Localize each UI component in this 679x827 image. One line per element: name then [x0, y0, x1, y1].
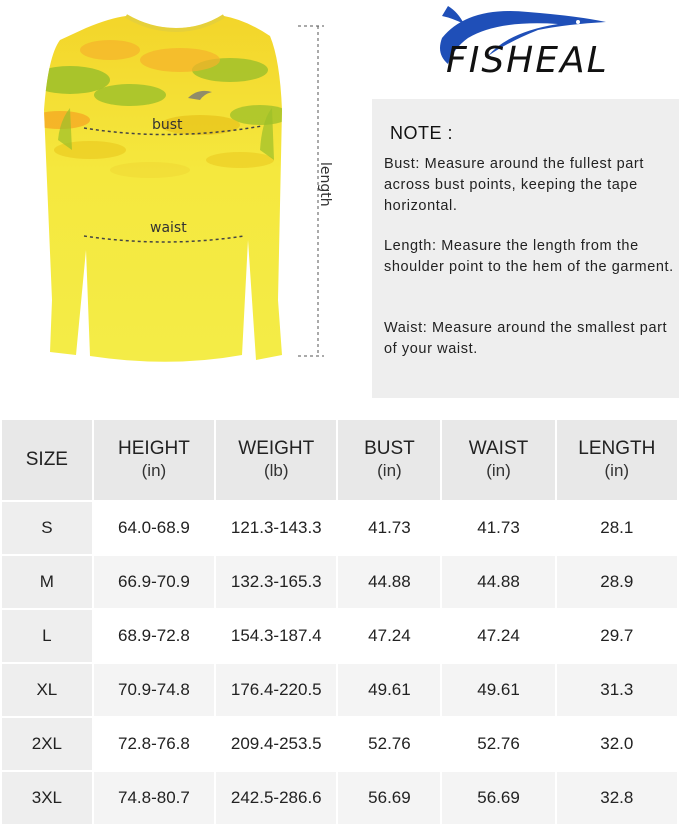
table-row — [2, 772, 677, 824]
note-title: NOTE : — [390, 123, 454, 143]
weight-cell: 154.3-187.4 — [216, 610, 336, 662]
table-row — [2, 610, 677, 662]
shirt-illustration — [0, 0, 360, 400]
note-bust-text: Bust: Measure around the fullest part across bust points, keeping the tape horizontal. — [384, 156, 644, 214]
weight-cell: 242.5-286.6 — [216, 772, 336, 824]
table-row — [2, 502, 677, 554]
header-weight: WEIGHT (lb) — [216, 420, 336, 500]
size-cell: 2XL — [2, 718, 92, 770]
length-cell: 28.1 — [557, 502, 677, 554]
table-row — [2, 556, 677, 608]
height-cell: 72.8-76.8 — [94, 718, 214, 770]
table-row — [2, 664, 677, 716]
size-cell: S — [2, 502, 92, 554]
size-chart-table — [0, 418, 679, 826]
length-cell: 29.7 — [557, 610, 677, 662]
header-bust: BUST (in) — [338, 420, 440, 500]
height-cell: 66.9-70.9 — [94, 556, 214, 608]
waist-cell: 49.61 — [442, 664, 554, 716]
waist-cell: 56.69 — [442, 772, 554, 824]
length-label: length — [317, 162, 333, 207]
note-panel — [372, 99, 679, 398]
bust-cell: 41.73 — [338, 502, 440, 554]
header-waist: WAIST (in) — [442, 420, 554, 500]
note-length-text: Length: Measure the length from the shoulder point to the hem of the garment. — [384, 238, 674, 275]
length-cell: 32.0 — [557, 718, 677, 770]
note-waist-text: Waist: Measure around the smallest part of your waist. — [384, 320, 668, 357]
height-cell: 70.9-74.8 — [94, 664, 214, 716]
size-cell: 3XL — [2, 772, 92, 824]
table-header-row — [2, 420, 677, 500]
bust-cell: 44.88 — [338, 556, 440, 608]
header-size: SIZE — [2, 420, 92, 500]
waist-cell: 44.88 — [442, 556, 554, 608]
header-length: LENGTH (in) — [557, 420, 677, 500]
bust-cell: 47.24 — [338, 610, 440, 662]
height-cell: 74.8-80.7 — [94, 772, 214, 824]
weight-cell: 209.4-253.5 — [216, 718, 336, 770]
waist-label: waist — [150, 220, 187, 236]
header-height: HEIGHT (in) — [94, 420, 214, 500]
height-cell: 68.9-72.8 — [94, 610, 214, 662]
bust-cell: 49.61 — [338, 664, 440, 716]
weight-cell: 121.3-143.3 — [216, 502, 336, 554]
bust-cell: 56.69 — [338, 772, 440, 824]
size-cell: XL — [2, 664, 92, 716]
size-cell: L — [2, 610, 92, 662]
bust-label: bust — [152, 117, 183, 133]
height-cell: 64.0-68.9 — [94, 502, 214, 554]
brand-name: FISHEAL — [446, 40, 609, 81]
bust-cell: 52.76 — [338, 718, 440, 770]
size-cell: M — [2, 556, 92, 608]
length-cell: 32.8 — [557, 772, 677, 824]
waist-cell: 41.73 — [442, 502, 554, 554]
waist-cell: 47.24 — [442, 610, 554, 662]
waist-cell: 52.76 — [442, 718, 554, 770]
table-row — [2, 718, 677, 770]
length-cell: 31.3 — [557, 664, 677, 716]
weight-cell: 132.3-165.3 — [216, 556, 336, 608]
weight-cell: 176.4-220.5 — [216, 664, 336, 716]
length-cell: 28.9 — [557, 556, 677, 608]
